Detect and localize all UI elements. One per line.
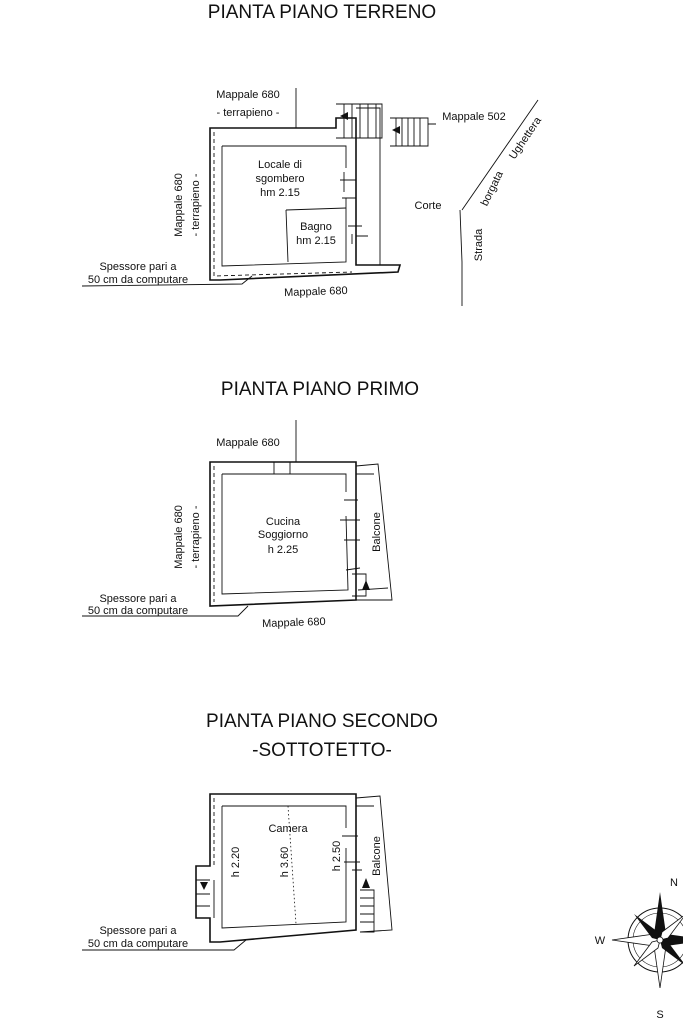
ground-ughettera-label: Ughettera: [507, 114, 544, 162]
ground-mappale-bottom: Mappale 680: [283, 284, 348, 300]
ground-terrapieno-top: - terrapieno -: [216, 107, 280, 119]
first-terrapieno-left: - terrapieno -: [190, 505, 202, 569]
ground-stairs-upper: [336, 104, 382, 138]
ground-corte-label: Corte: [414, 200, 442, 212]
second-door-symbol: [342, 836, 362, 870]
ground-spessore-line1: Spessore pari a: [99, 261, 177, 273]
first-room-line1: Cucina: [265, 516, 301, 528]
first-floor-plan: [82, 379, 419, 630]
ground-floor-plan: [82, 2, 544, 306]
ground-room-storage-line2: sgombero: [255, 173, 305, 185]
arrow-icon: [200, 882, 208, 890]
second-balcone-label: Balcone: [371, 836, 383, 876]
second-height-right: h 2.50: [331, 840, 343, 872]
second-height-left: h 2.20: [230, 846, 242, 878]
second-height-center: h 3.60: [279, 846, 291, 878]
ground-mappale-top: Mappale 680: [216, 89, 280, 101]
ground-outer-wall: [210, 118, 400, 280]
second-floor-plan: [82, 711, 438, 950]
ground-courtyard-outline: [356, 108, 400, 265]
second-spessore-line1: Spessore pari a: [99, 925, 177, 937]
ground-floor-title: PIANTA PIANO TERRENO: [207, 2, 437, 23]
first-spessore-line2: 50 cm da computare: [87, 605, 189, 617]
second-floor-title-line1: PIANTA PIANO SECONDO: [206, 711, 438, 732]
ground-room-bathroom-name: Bagno: [300, 221, 332, 233]
first-floor-title: PIANTA PIANO PRIMO: [220, 379, 420, 400]
first-mappale-top: Mappale 680: [216, 437, 280, 449]
compass-west-label: W: [594, 935, 606, 947]
second-spessore-line2: 50 cm da computare: [87, 938, 189, 950]
ground-mappale-right: Mappale 502: [442, 111, 506, 123]
arrow-icon: [362, 878, 370, 888]
ground-dashed-boundary: [214, 132, 352, 276]
arrow-icon: [362, 580, 370, 590]
second-right-stairs: [360, 890, 374, 932]
first-mappale-bottom: Mappale 680: [261, 615, 326, 631]
ground-room-storage-line1: Locale di: [257, 159, 303, 171]
first-spessore-line1: Spessore pari a: [99, 593, 177, 605]
first-room-line2: Soggiorno: [257, 529, 309, 541]
ground-room-bathroom-height: hm 2.15: [296, 235, 336, 247]
second-floor-title-line2: -SOTTOTETTO-: [252, 740, 392, 761]
compass-south-label: S: [656, 1009, 664, 1021]
compass-rose-icon: [612, 892, 683, 988]
first-balcone-label: Balcone: [371, 512, 383, 552]
ground-mappale-left: Mappale 680: [173, 173, 185, 237]
ground-room-storage-height: hm 2.15: [260, 187, 300, 199]
ground-stairs-right: [390, 118, 428, 146]
first-mappale-left: Mappale 680: [173, 505, 185, 569]
ground-borgata-label: borgata: [478, 169, 506, 209]
first-room-height: h 2.25: [267, 544, 299, 556]
ground-terrapieno-left: - terrapieno -: [190, 173, 202, 237]
ground-spessore-line2: 50 cm da computare: [87, 274, 189, 286]
compass-north-label: N: [670, 877, 678, 889]
second-room-name: Camera: [268, 823, 308, 835]
ground-strada-label: Strada: [473, 228, 485, 262]
